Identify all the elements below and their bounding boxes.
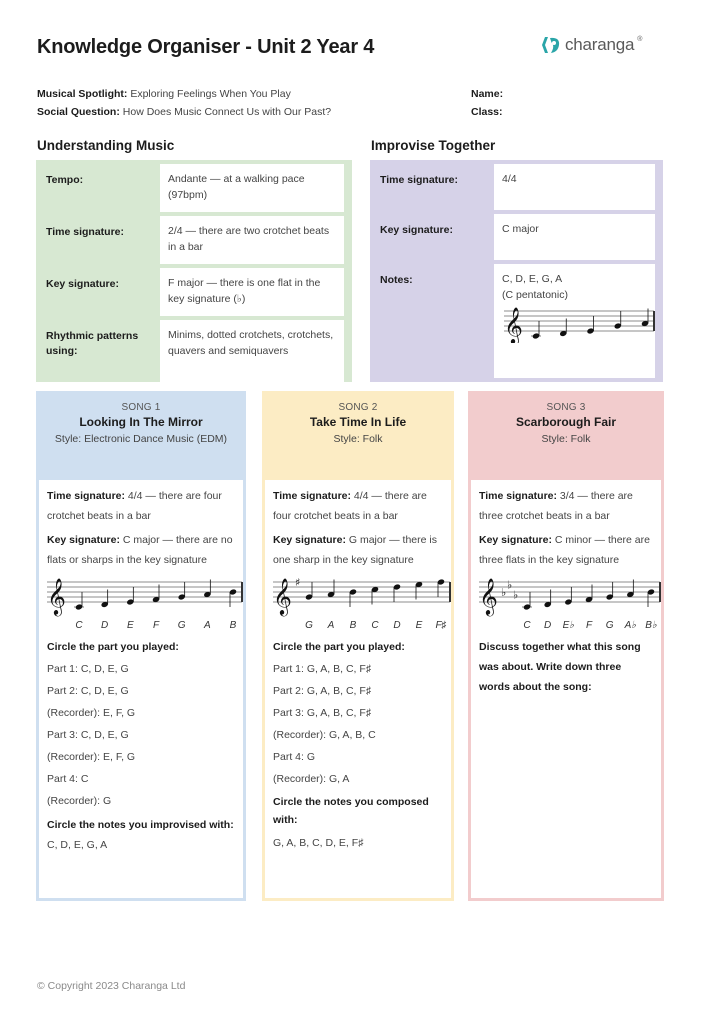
note-label: D (101, 620, 109, 630)
class-label: Class: (471, 106, 503, 118)
note-label: E♭ (562, 620, 575, 630)
understanding-row (40, 268, 348, 316)
notes-value: C, D, E, G, A (502, 273, 563, 285)
notes-value-scale: (C pentatonic) (502, 289, 568, 301)
song-header (265, 394, 451, 480)
key-label: Key signature: (273, 534, 346, 546)
key-label: Key signature: (479, 534, 552, 546)
song-style: Style: Electronic Dance Music (EDM) (54, 433, 228, 445)
flat-icon: ♭ (501, 586, 507, 599)
row-label: Key signature: (46, 278, 119, 290)
social-value: How Does Music Connect Us with Our Past? (122, 106, 332, 118)
notes-value: C, D, E, G, A (47, 839, 108, 851)
charanga-logo (540, 34, 642, 56)
logo-registered-mark: ® (637, 35, 643, 43)
note-label: G (177, 620, 186, 630)
note-label: F (585, 620, 593, 630)
circle-part-label: Circle the part you played: (273, 641, 405, 653)
row-value: Minims, dotted crotchets, crotchets, quavers and semiquavers (160, 320, 344, 382)
part-item[interactable]: Part 1: C, D, E, G (47, 663, 129, 675)
song-number: SONG 1 (121, 402, 161, 413)
row-label: Tempo: (46, 174, 84, 186)
note-label: C (371, 620, 379, 630)
note-label: B (229, 620, 237, 630)
part-item[interactable]: Part 3: G, A, B, C, F♯ (273, 707, 372, 719)
song-style: Style: Folk (541, 433, 591, 445)
key-signature (479, 530, 653, 570)
note-label: G (305, 620, 313, 630)
staff-wrap (271, 574, 447, 637)
time-label: Time signature: (479, 490, 557, 502)
time-signature (47, 486, 235, 526)
part-item[interactable]: Part 1: G, A, B, C, F♯ (273, 663, 372, 675)
part-list (47, 659, 235, 811)
row-label: Rhythmic patterns using: (46, 330, 139, 357)
time-value: 4/4 — there are four crotchet beats in a bar (47, 490, 222, 522)
key-label: Key signature: (47, 534, 120, 546)
social-label: Social Question: (37, 106, 120, 118)
improvise-row (374, 264, 659, 378)
notes-label: Circle the notes you composed with: (273, 796, 429, 826)
treble-clef-icon: 𝄞 (479, 577, 498, 615)
part-list (273, 659, 443, 789)
note-label: B♭ (645, 620, 657, 630)
spotlight-label: Musical Spotlight: (37, 88, 128, 100)
understanding-row (40, 216, 348, 264)
improvise-row (374, 214, 659, 260)
g-major-staff (271, 574, 453, 630)
part-item[interactable]: Part 4: C (47, 773, 89, 785)
row-value (494, 264, 655, 378)
improvise-table (370, 160, 663, 382)
song-body (265, 480, 451, 898)
flat-icon: ♭ (513, 588, 519, 602)
charanga-logo-icon (540, 34, 562, 56)
pentatonic-staff (502, 303, 657, 343)
understanding-table (36, 160, 352, 382)
row-value: Andante — at a walking pace (97bpm) (160, 164, 344, 212)
note-label: G (605, 620, 614, 630)
logo-text: charanga (565, 35, 635, 54)
part-item[interactable]: (Recorder): E, F, G (47, 707, 136, 719)
row-label: Time signature: (380, 174, 458, 186)
note-label: A (327, 620, 335, 630)
row-label: Time signature: (46, 226, 124, 238)
part-item[interactable]: (Recorder): G (47, 795, 112, 807)
song-title: Looking In The Mirror (79, 415, 203, 429)
time-value: 4/4 — there are four crotchet beats in a bar (273, 490, 427, 522)
song-title: Scarborough Fair (515, 415, 616, 429)
circle-part-label: Circle the part you played: (47, 641, 179, 653)
note-label: F♯ (435, 620, 447, 630)
c-major-staff (45, 574, 245, 630)
song-header (39, 394, 243, 480)
discuss-prompt[interactable]: Discuss together what this song was about. Write down three words about the song: (479, 641, 641, 693)
key-signature (273, 530, 443, 570)
song-body (471, 480, 661, 898)
unit-meta (37, 85, 331, 121)
part-item[interactable]: (Recorder): G, A, B, C (273, 729, 376, 741)
note-label: C (523, 620, 531, 630)
name-label: Name: (471, 88, 504, 100)
part-item[interactable]: Part 4: G (273, 751, 316, 763)
notes-value: G, A, B, C, D, E, F♯ (273, 837, 364, 849)
note-label: F (152, 620, 160, 630)
song-card-1 (36, 391, 246, 901)
note-label: E (126, 620, 134, 630)
time-signature (273, 486, 443, 526)
part-item[interactable]: (Recorder): G, A (273, 773, 350, 785)
treble-clef-icon: 𝄞 (273, 577, 292, 615)
note-label: D (544, 620, 552, 630)
song-card-2 (262, 391, 454, 901)
page-title: Knowledge Organiser - Unit 2 Year 4 (37, 36, 375, 58)
song-body (39, 480, 243, 898)
staff-wrap (477, 574, 657, 637)
part-item[interactable]: Part 2: C, D, E, G (47, 685, 129, 697)
song-number: SONG 2 (338, 402, 378, 413)
staff-wrap (45, 574, 235, 637)
key-value: G major — there is one sharp in the key signature (273, 534, 437, 566)
song-number: SONG 3 (546, 402, 586, 413)
note-label: B (349, 620, 357, 630)
row-value: C major (494, 214, 655, 260)
sharp-icon: ♯ (295, 576, 301, 589)
c-minor-staff (477, 574, 663, 630)
improvise-row (374, 164, 659, 210)
note-label: A (203, 620, 211, 630)
understanding-heading: Understanding Music (37, 138, 175, 153)
copyright: © Copyright 2023 Charanga Ltd (37, 980, 186, 992)
time-label: Time signature: (273, 490, 351, 502)
time-label: Time signature: (47, 490, 125, 502)
improvise-heading: Improvise Together (371, 138, 496, 153)
row-label: Key signature: (380, 224, 453, 236)
notes-label: Circle the notes you improvised with: (47, 819, 234, 831)
spotlight-line (37, 85, 331, 103)
social-line (37, 103, 331, 121)
note-label: E (415, 620, 423, 630)
part-item[interactable]: Part 2: G, A, B, C, F♯ (273, 685, 372, 697)
song-card-3 (468, 391, 664, 901)
song-header (471, 394, 661, 480)
key-value: C minor — there are three flats in the key signature (479, 534, 650, 566)
treble-clef-icon: 𝄞 (504, 306, 523, 343)
row-label: Notes: (380, 274, 413, 286)
part-item[interactable]: (Recorder): E, F, G (47, 751, 136, 763)
row-value: F major — there is one flat in the key signature (♭) (160, 268, 344, 316)
row-value: 4/4 (494, 164, 655, 210)
part-item[interactable]: Part 3: C, D, E, G (47, 729, 129, 741)
song-title: Take Time In Life (309, 415, 407, 429)
key-signature (47, 530, 235, 570)
time-value: 3/4 — there are three crotchet beats in a bar (479, 490, 633, 522)
note-label: D (393, 620, 401, 630)
song-style: Style: Folk (333, 433, 383, 445)
spotlight-value: Exploring Feelings When You Play (130, 88, 291, 100)
understanding-row (40, 320, 348, 382)
key-value: C major — there are no flats or sharps in the key signature (47, 534, 233, 566)
treble-clef-icon: 𝄞 (47, 577, 66, 615)
flat-icon: ♭ (507, 578, 513, 592)
note-label: A♭ (624, 620, 637, 630)
note-label: C (75, 620, 83, 630)
student-fields (471, 85, 503, 121)
time-signature (479, 486, 653, 526)
understanding-row (40, 164, 348, 212)
row-value: 2/4 — there are two crotchet beats in a bar (160, 216, 344, 264)
